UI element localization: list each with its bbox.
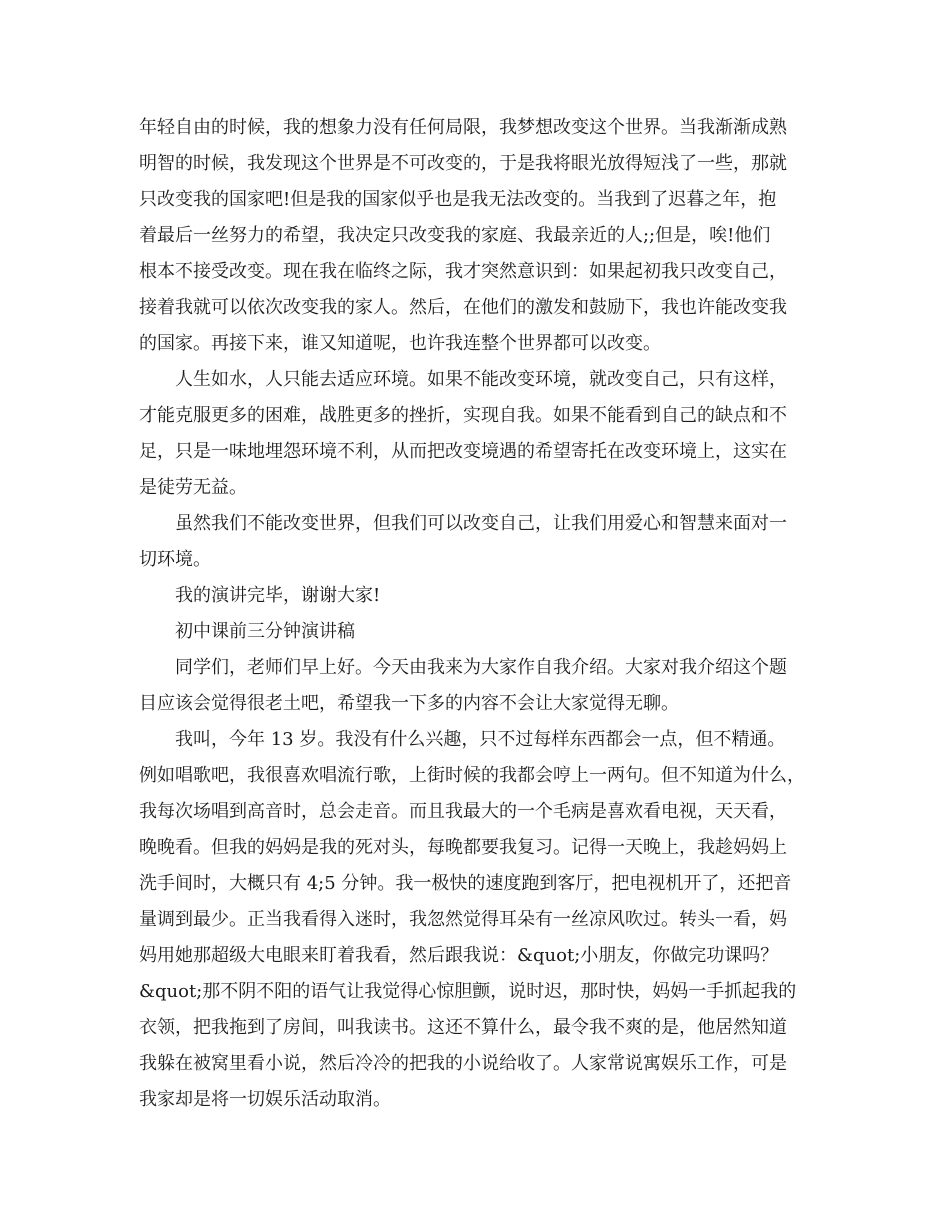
text-line: &quot;那不阴不阳的语气让我觉得心惊胆颤，说时迟，那时快，妈妈一手抓起我的 [139,981,797,1002]
text-line: 量调到最少。正当我看得入迷时，我忽然觉得耳朵有一丝凉风吹过。转头一看，妈 [139,909,787,930]
text-line: 明智的时候，我发现这个世界是不可改变的，于是我将眼光放得短浅了一些，那就 [139,153,787,174]
text-line: 例如唱歌吧，我很喜欢唱流行歌，上街时候的我都会哼上一两句。但不知道为什么， [139,765,805,786]
text-line: 是徒劳无益。 [139,477,247,498]
text-line: 我家却是将一切娱乐活动取消。 [139,1089,391,1110]
text-line: 晚晚看。但我的妈妈是我的死对头，每晚都要我复习。记得一天晚上，我趁妈妈上 [139,837,787,858]
text-line: 只改变我的国家吧!但是我的国家似乎也是我无法改变的。当我到了迟暮之年，抱 [139,189,777,210]
text-line: 我每次场唱到高音时，总会走音。而且我最大的一个毛病是喜欢看电视，天天看， [139,801,787,822]
text-line: 目应该会觉得很老土吧，希望我一下多的内容不会让大家觉得无聊。 [139,693,679,714]
paragraph-start: 虽然我们不能改变世界，但我们可以改变自己，让我们用爱心和智慧来面对一 [175,513,787,534]
text-line: 妈用她那超级大电眼来盯着我看，然后跟我说：&quot;小朋友，你做完功课吗？ [139,945,779,966]
text-line: 我躲在被窝里看小说，然后冷冷的把我的小说给收了。人家常说寓娱乐工作，可是 [139,1053,787,1074]
paragraph-start: 我叫，今年 13 岁。我没有什么兴趣，只不过每样东西都会一点，但不精通。 [175,729,786,750]
paragraph-start: 人生如水，人只能去适应环境。如果不能改变环境，就改变自己，只有这样， [175,369,787,390]
text-line: 的国家。再接下来，谁又知道呢，也许我连整个世界都可以改变。 [139,333,661,354]
text-line: 足，只是一味地埋怨环境不利，从而把改变境遇的希望寄托在改变环境上，这实在 [139,441,787,462]
text-line: 着最后一丝努力的希望，我决定只改变我的家庭、我最亲近的人;;但是，唉!他们 [139,225,771,246]
text-line: 年轻自由的时候，我的想象力没有任何局限，我梦想改变这个世界。当我渐渐成熟 [139,117,787,138]
paragraph-start: 同学们，老师们早上好。今天由我来为大家作自我介绍。大家对我介绍这个题 [175,657,787,678]
closing-line: 我的演讲完毕，谢谢大家! [175,585,381,606]
text-line: 切环境。 [139,549,211,570]
text-line: 接着我就可以依次改变我的家人。然后，在他们的激发和鼓励下，我也许能改变我 [139,297,787,318]
text-line: 根本不接受改变。现在我在临终之际，我才突然意识到：如果起初我只改变自己， [139,261,787,282]
text-line: 衣领，把我拖到了房间，叫我读书。这还不算什么，最令我不爽的是，他居然知道 [139,1017,787,1038]
section-title: 初中课前三分钟演讲稿 [175,621,355,642]
text-line: 才能克服更多的困难，战胜更多的挫折，实现自我。如果不能看到自己的缺点和不 [139,405,787,426]
text-line: 洗手间时，大概只有 4;5 分钟。我一极快的速度跑到客厅，把电视机开了，还把音 [139,873,792,894]
